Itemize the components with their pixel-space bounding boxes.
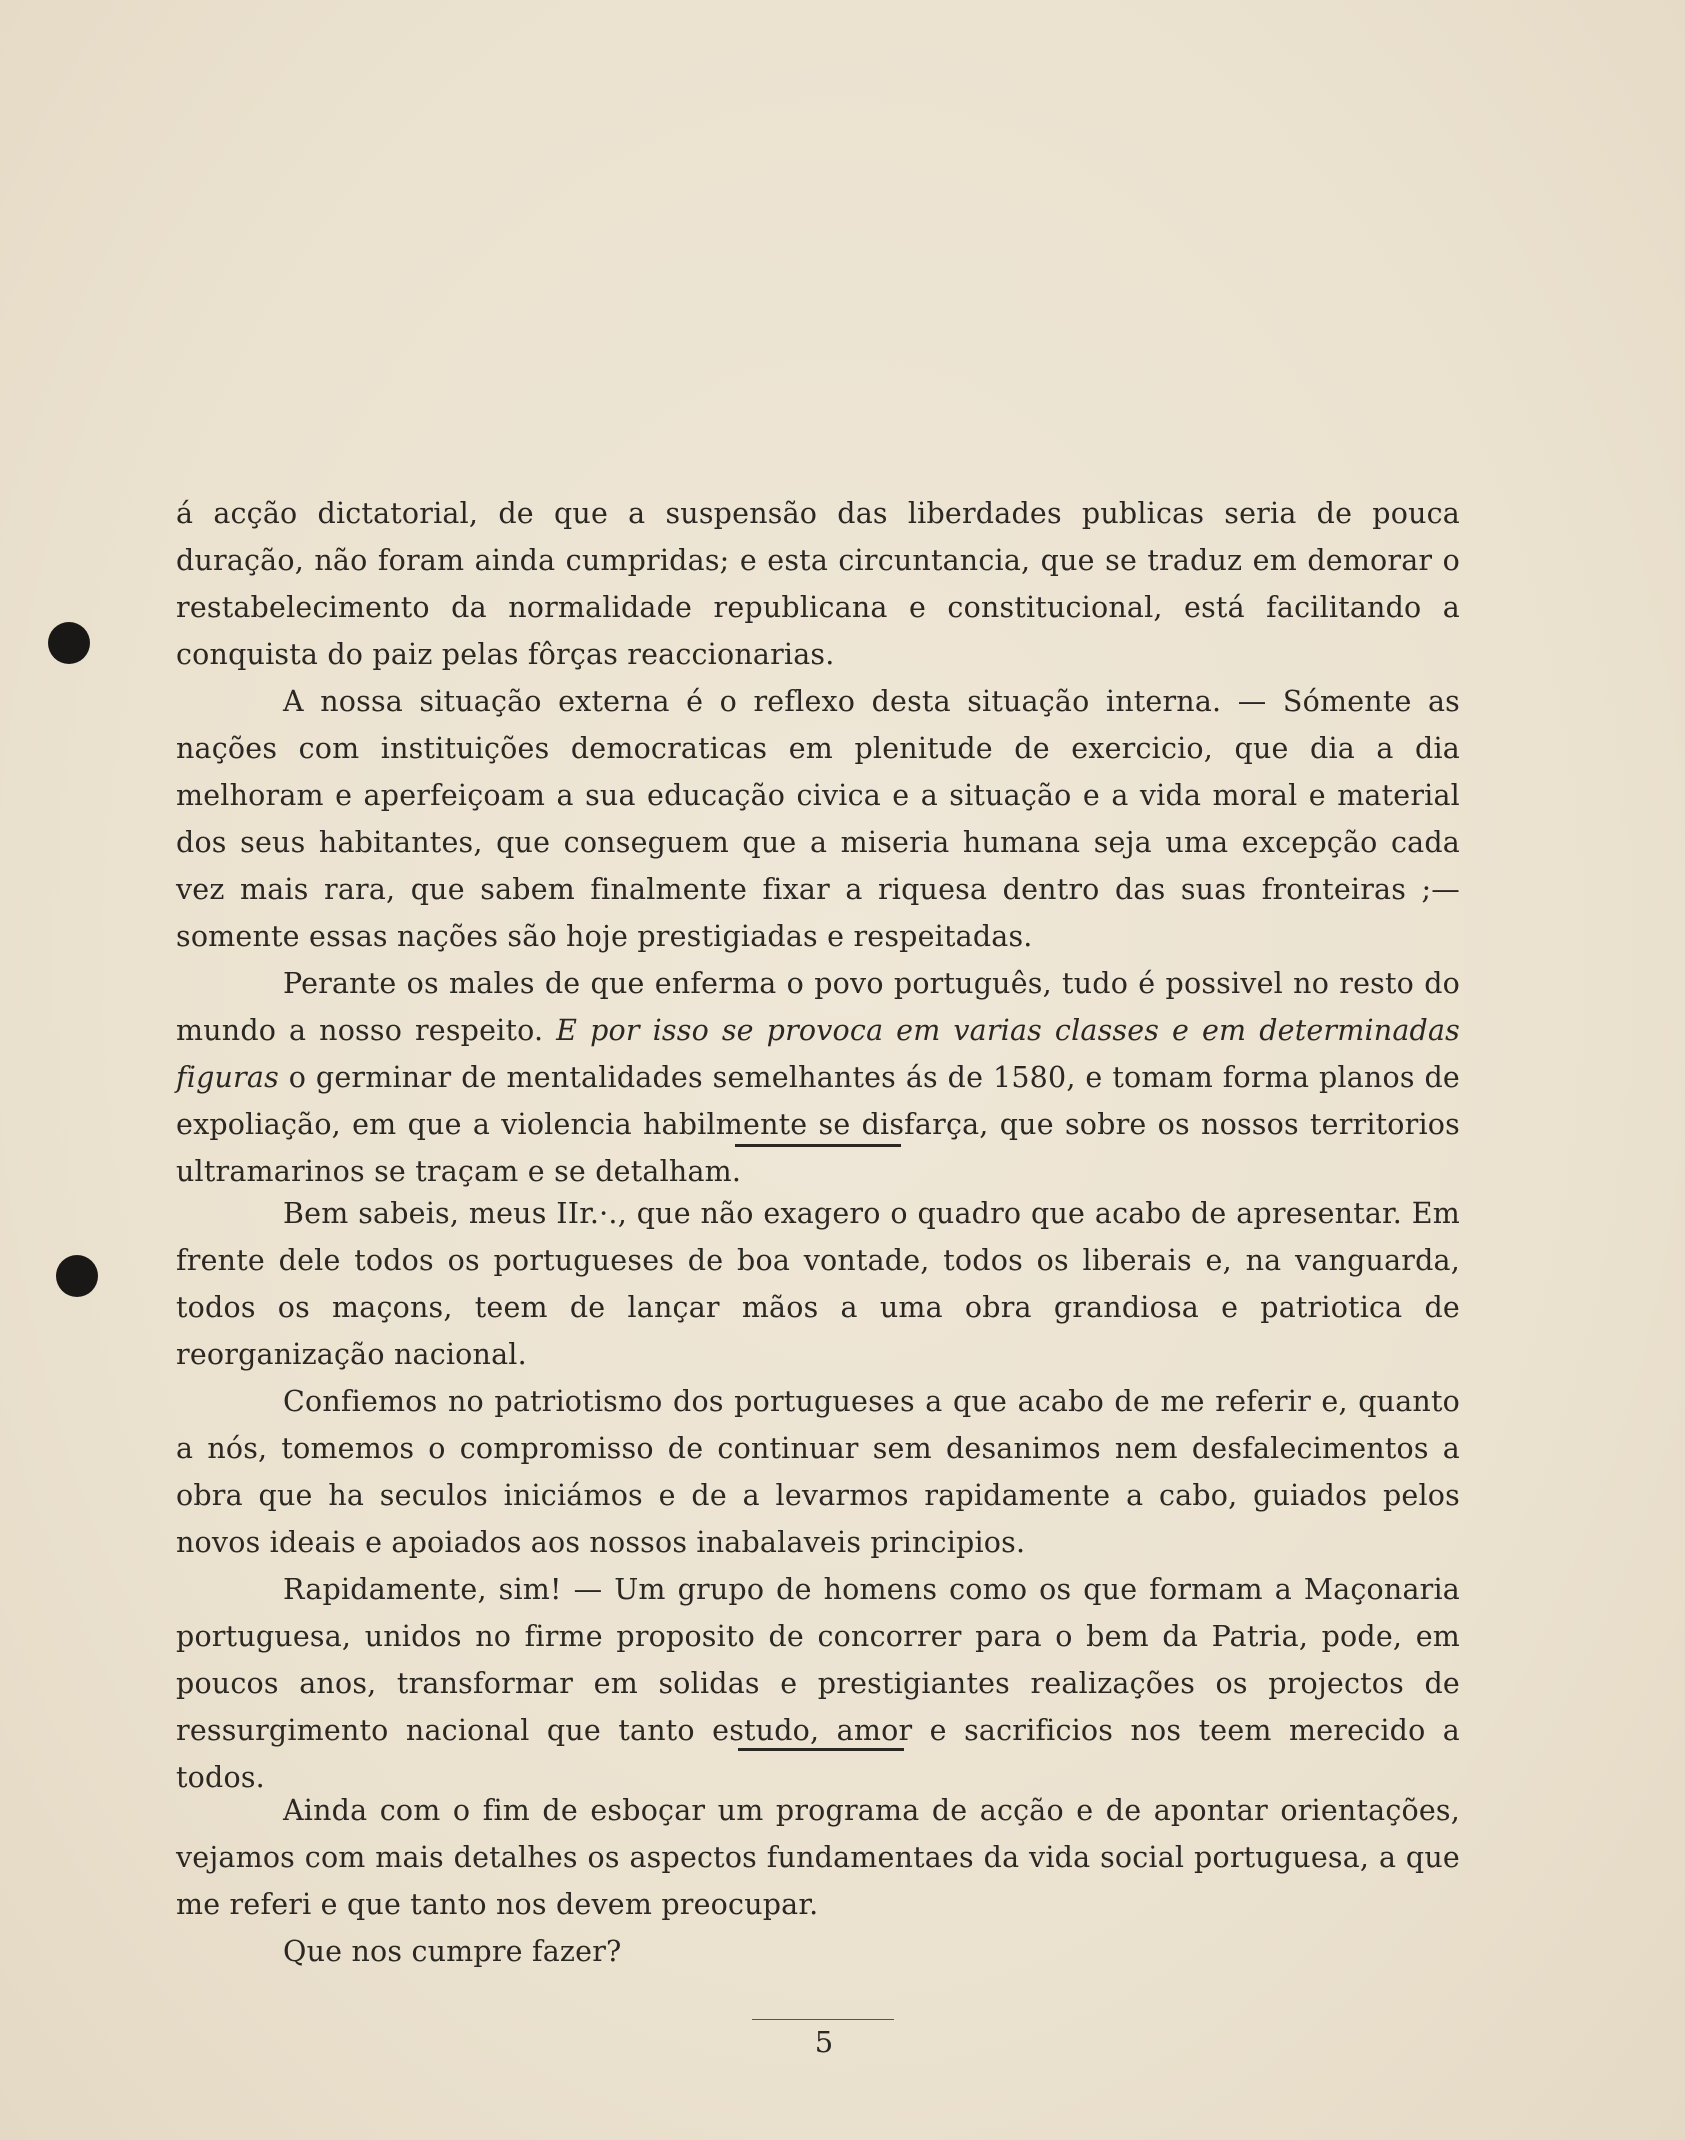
italic-emphasis-text: E por isso se provoca em varias classes e em determinadas figuras: [176, 1014, 1460, 1094]
text-section-2: [176, 1190, 1460, 1801]
page-number: 5: [814, 2025, 834, 2059]
paragraph-confidence: Confiemos no patriotismo dos portugueses a que acabo de me referir e, quanto a nós, tomemos o compromisso de continuar sem desanimos nem desfalecimentos a obra que ha seculos iniciámos e de a levarmos rapidamente a cabo, guiados pelos novos ideais e apoiados aos nossos inabalaveis principios.: [176, 1385, 1460, 1559]
paragraph-question: Que nos cumpre fazer?: [283, 1935, 622, 1968]
text-section-3: [176, 1787, 1460, 1975]
punch-hole-bottom: [56, 1255, 98, 1297]
paragraph-portuguese-ills: [176, 960, 1460, 1195]
paragraph-brothers: Bem sabeis, meus IIr.·., que não exagero o quadro que acabo de apresentar. Em frente dele todos os portugueses de boa vontade, todos os liberais e, na vanguarda, todos os maçons, teem de lançar mãos a uma obra grandiosa e patriotica de reorganização nacional.: [176, 1197, 1460, 1371]
section-divider-2: [738, 1748, 904, 1751]
punch-hole-top: [48, 622, 90, 664]
paragraph-end-text: o germinar de mentalidades semelhantes ás de 1580, e tomam forma planos de expoliação, em que a violencia habilmente se disfarça, que sobre os nossos territorios ultramarinos se traçam e se detalham.: [176, 1061, 1460, 1188]
paragraph-continuation: á acção dictatorial, de que a suspensão das liberdades publicas seria de pouca duração, não foram ainda cumpridas; e esta circuntancia, que se traduz em demorar o restabelecimento da normalidade republicana e constitucional, está facilitando a conquista do paiz pelas fôrças reaccionarias.: [176, 497, 1460, 671]
text-section-1: [176, 490, 1460, 1195]
section-divider-1: [735, 1144, 901, 1147]
paragraph-external-situation: A nossa situação externa é o reflexo desta situação interna. — Sómente as nações com instituições democraticas em plenitude de exercicio, que dia a dia melhoram e aperfeiçoam a sua educação civica e a situação e a vida moral e material dos seus habitantes, que conseguem que a miseria humana seja uma excepção cada vez mais rara, que sabem finalmente fixar a riquesa dentro das suas fronteiras ;—somente essas nações são hoje prestigiadas e respeitadas.: [176, 685, 1460, 953]
paragraph-rapidly: Rapidamente, sim! — Um grupo de homens como os que formam a Maçonaria portuguesa, unidos no firme proposito de concorrer para o bem da Patria, pode, em poucos anos, transformar em solidas e prestigiantes realizações os projectos de ressurgimento nacional que tanto estudo, amor e sacrificios nos teem merecido a todos.: [176, 1573, 1460, 1794]
paragraph-program: Ainda com o fim de esboçar um programa de acção e de apontar orientações, vejamos com mais detalhes os aspectos fundamentaes da vida social portuguesa, a que me referi e que tanto nos devem preocupar.: [176, 1794, 1460, 1921]
paragraph-start-text: Perante os males de que enferma o povo português, tudo é possivel no resto do mundo a nosso respeito.: [176, 967, 1460, 1047]
footer-rule: [752, 2019, 894, 2020]
